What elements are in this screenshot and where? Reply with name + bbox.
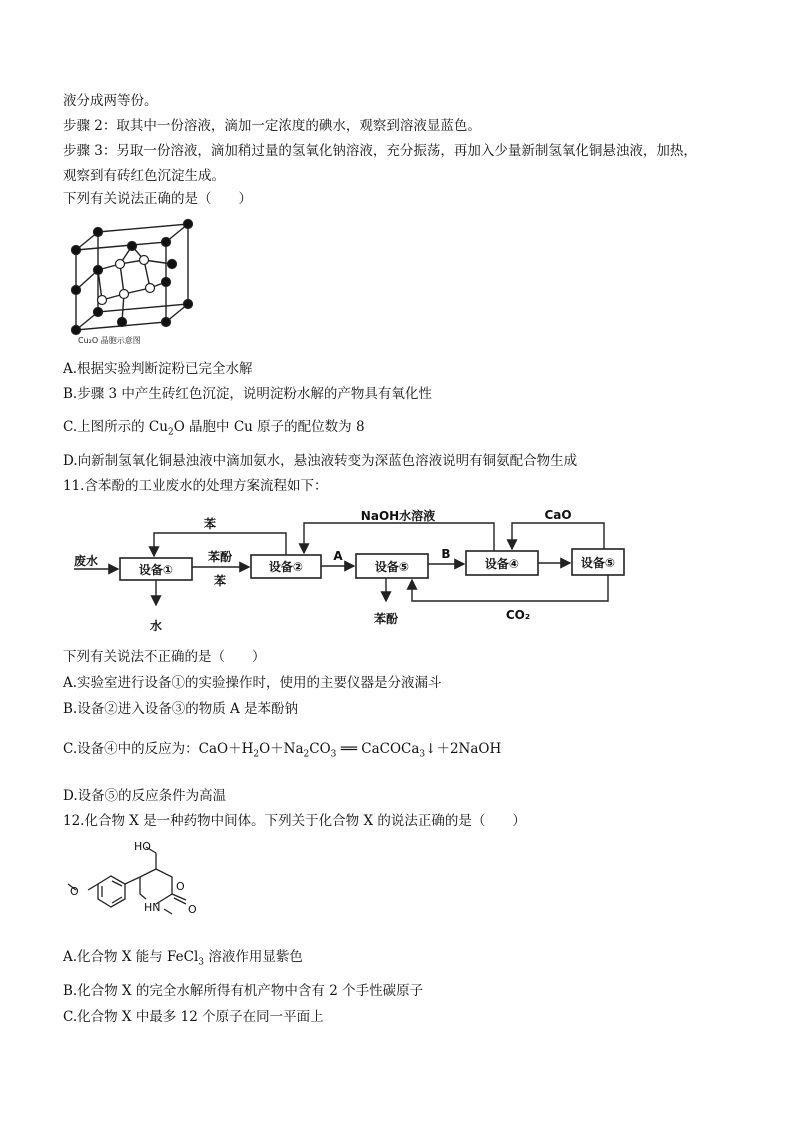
q11-option-c — [63, 740, 501, 764]
q12-option-a-sub: 3 — [198, 957, 205, 968]
q11-option-c-text-3: CO — [309, 741, 331, 757]
q10-option-c-sub: 2 — [167, 427, 174, 438]
figure-caption: Cu₂O 晶胞示意图 — [78, 336, 141, 345]
compound-x-structure — [62, 838, 232, 930]
substance-b-label: B — [441, 547, 451, 561]
phenol-output-label: 苯酚 — [373, 612, 399, 626]
methoxy-o-label: O — [70, 885, 79, 898]
text-line-2: 步骤 2：取其中一份溶液，滴加一定浓度的碘水，观察到溶液显蓝色。 — [63, 118, 481, 134]
q11-option-c-text-4: ══ CaCOCa — [336, 741, 420, 757]
q11-question: 下列有关说法不正确的是（ ） — [63, 649, 266, 665]
q11-option-c-text-5: ↓＋2NaOH — [425, 741, 502, 757]
cao-label: CaO — [544, 508, 572, 522]
q12-option-a-text-1: A.化合物 X 能与 FeCl — [63, 949, 199, 965]
q10-option-a: A.根据实验判断淀粉已完全水解 — [63, 361, 253, 377]
q10-option-c-text-1: C.上图所示的 Cu — [63, 419, 168, 435]
text-line-3: 步骤 3：另取一份溶液，滴加稍过量的氢氧化钠溶液，充分振荡，再加入少量新制氢氧化铜悬浊液，加热， — [63, 143, 697, 159]
q12-option-c: C.化合物 X 中最多 12 个原子在同一平面上 — [63, 1009, 324, 1025]
q12-option-b: B.化合物 X 的完全水解所得有机产物中含有 2 个手性碳原子 — [63, 983, 424, 999]
q11-option-b: B.设备②进入设备③的物质 A 是苯酚钠 — [63, 701, 299, 717]
q12-option-a — [63, 948, 303, 972]
question-10-prompt: 下列有关说法正确的是（ ） — [63, 191, 252, 207]
q11-option-a: A.实验室进行设备①的实验操作时，使用的主要仪器是分液漏斗 — [63, 675, 442, 691]
benzene-label-top: 苯 — [203, 517, 217, 531]
q11-option-c-text-2: O＋Na — [259, 741, 304, 757]
device-1-label: 设备① — [138, 563, 174, 577]
q10-option-c — [63, 418, 365, 442]
q11-option-c-sub-3: 3 — [330, 749, 337, 760]
phenol-process-flowchart — [68, 505, 628, 645]
q11-option-c-sub-1: 2 — [253, 749, 260, 760]
q11-option-c-text-1: C.设备④中的反应为：CaO＋H — [63, 741, 254, 757]
text-line-4: 观察到有砖红色沉淀生成。 — [63, 168, 225, 184]
device-2-label: 设备② — [268, 560, 304, 574]
q12-stem: 12.化合物 X 是一种药物中间体。下列关于化合物 X 的说法正确的是（ ） — [63, 813, 526, 829]
device-5-label: 设备⑤ — [580, 556, 616, 570]
ring-oxygen-label: O — [176, 880, 185, 893]
q10-option-d: D.向新制氢氧化铜悬浊液中滴加氨水，悬浊液转变为深蓝色溶液说明有铜氨配合物生成 — [63, 453, 578, 469]
cu2o-unit-cell-figure — [62, 212, 202, 347]
input-label: 废水 — [74, 554, 99, 568]
device-4-label: 设备④ — [484, 557, 520, 571]
benzene-label-bottom: 苯 — [213, 574, 227, 588]
nh-label: HN — [144, 901, 161, 914]
text-line-1: 液分成两等份。 — [63, 93, 158, 109]
q11-option-c-sub-2: 2 — [303, 749, 310, 760]
device-3-label: 设备⑤ — [374, 560, 410, 574]
water-label: 水 — [149, 619, 163, 633]
naoh-label: NaOH水溶液 — [360, 509, 436, 523]
q11-option-c-sub-4: 3 — [419, 749, 426, 760]
co2-label: CO₂ — [505, 608, 531, 622]
q11-option-d: D.设备⑤的反应条件为高温 — [63, 788, 227, 804]
q12-option-a-text-2: 溶液作用显紫色 — [204, 949, 303, 965]
carbonyl-oxygen-label: O — [188, 903, 197, 916]
phenol-label: 苯酚 — [207, 550, 233, 564]
q11-stem: 11.含苯酚的工业废水的处理方案流程如下： — [63, 478, 328, 494]
q10-option-c-text-2: O 晶胞中 Cu 原子的配位数为 8 — [173, 419, 365, 435]
hydroxyl-label: HO — [134, 840, 151, 853]
substance-a-label: A — [333, 549, 343, 563]
q10-option-b: B.步骤 3 中产生砖红色沉淀，说明淀粉水解的产物具有氧化性 — [63, 386, 432, 402]
